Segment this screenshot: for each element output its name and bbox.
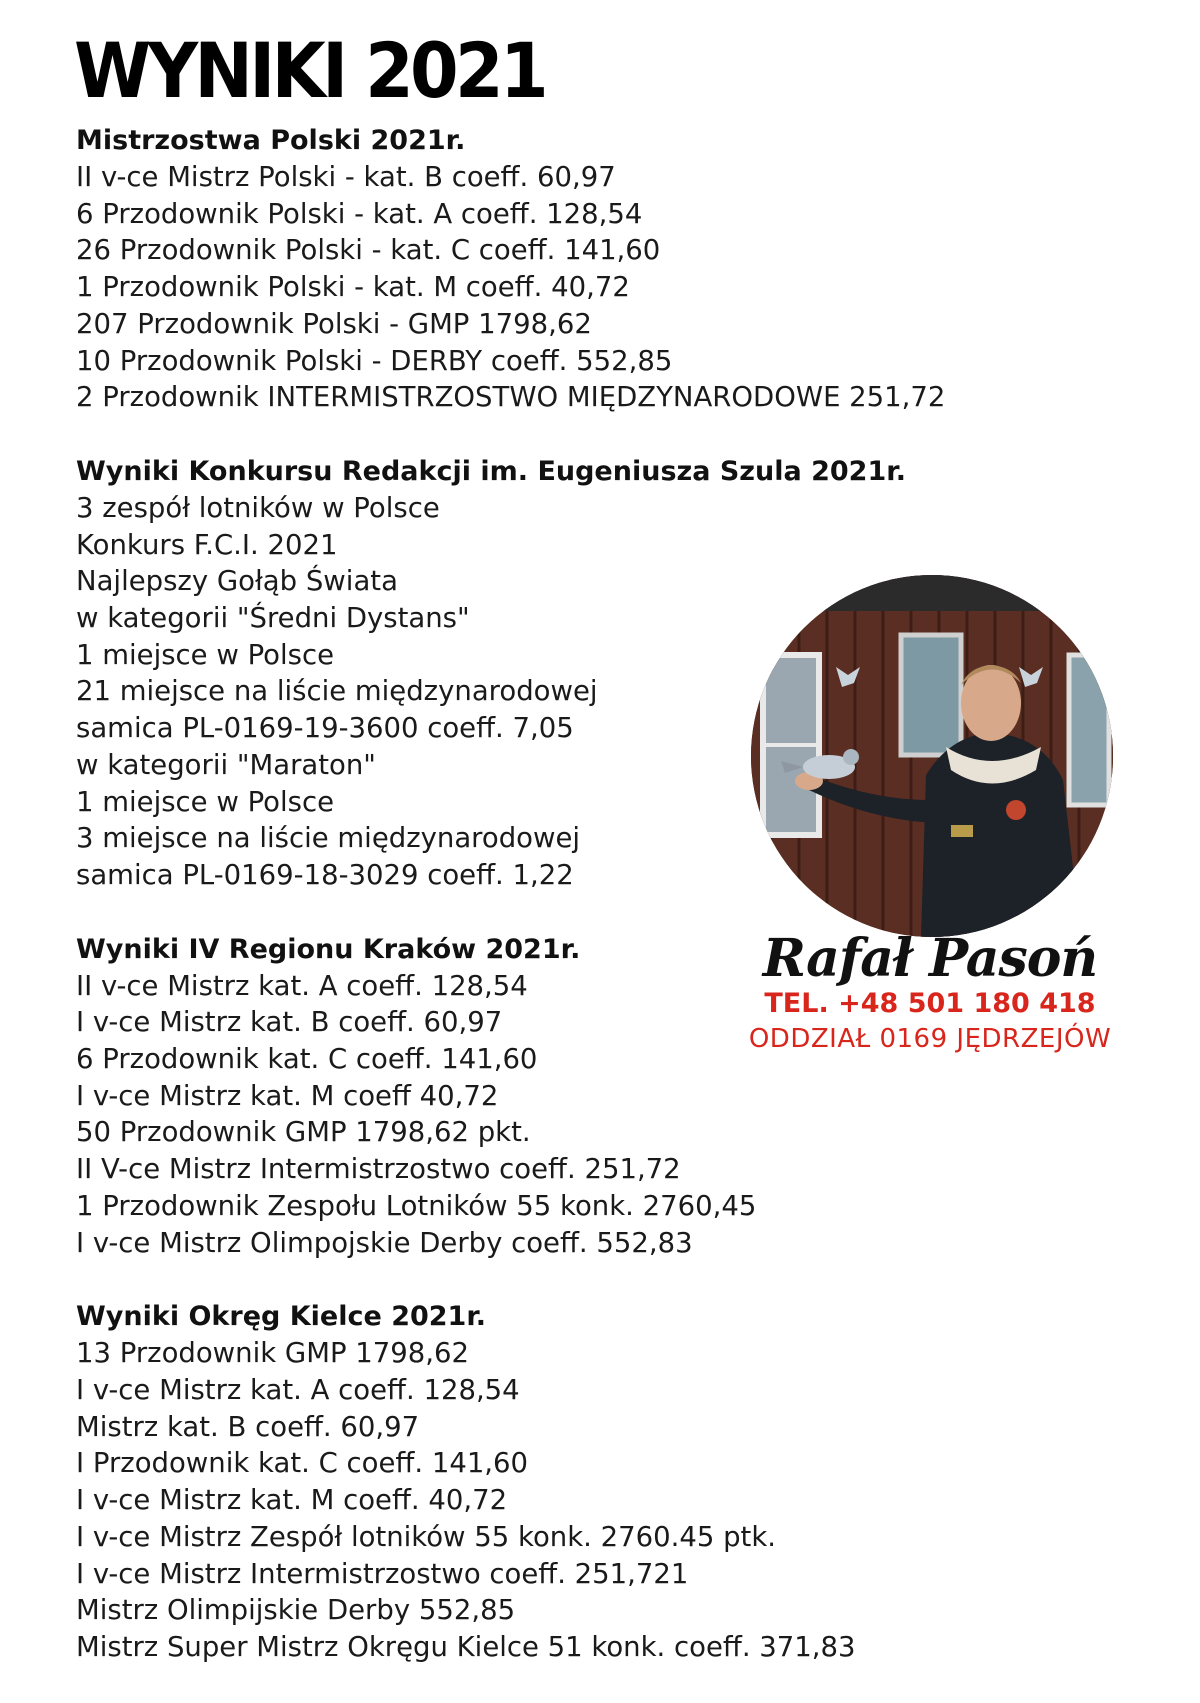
result-line: I Przodownik kat. C coeff. 141,60 xyxy=(76,1447,529,1480)
section-heading: Wyniki IV Regionu Kraków 2021r. xyxy=(76,933,581,965)
result-line: 207 Przodownik Polski - GMP 1798,62 xyxy=(76,307,592,340)
result-line: I v-ce Mistrz kat. M coeff. 40,72 xyxy=(76,1484,508,1517)
result-line: 10 Przodownik Polski - DERBY coeff. 552,85 xyxy=(76,344,673,377)
result-line: 2 Przodownik INTERMISTRZOSTWO MIĘDZYNARODOWE 251,72 xyxy=(76,381,946,414)
section-okreg-kielce xyxy=(76,1298,1076,1665)
department-label: ODDZIAŁ 0169 JĘDRZEJÓW xyxy=(748,1024,1112,1054)
result-line: 3 zespół lotników w Polsce xyxy=(76,491,440,524)
page-title: WYNIKI 2021 xyxy=(74,26,545,115)
result-line: II v-ce Mistrz kat. A coeff. 128,54 xyxy=(76,969,528,1002)
result-line: I v-ce Mistrz kat. M coeff 40,72 xyxy=(76,1079,499,1112)
result-line: Mistrz Super Mistrz Okręgu Kielce 51 konk. coeff. 371,83 xyxy=(76,1630,856,1663)
result-line: II v-ce Mistrz Polski - kat. B coeff. 60,97 xyxy=(76,161,616,193)
result-line: 26 Przodownik Polski - kat. C coeff. 141,60 xyxy=(76,234,661,267)
phone-number: TEL. +48 501 180 418 xyxy=(764,988,1096,1019)
result-line: 50 Przodownik GMP 1798,62 pkt. xyxy=(76,1116,531,1149)
result-line: II V-ce Mistrz Intermistrzostwo coeff. 251,72 xyxy=(76,1153,681,1186)
result-line: I v-ce Mistrz Zespół lotników 55 konk. 2760.45 ptk. xyxy=(76,1520,777,1553)
result-line: Mistrz Olimpijskie Derby 552,85 xyxy=(76,1594,516,1627)
result-line: 1 Przodownik Zespołu Lotników 55 konk. 2760,45 xyxy=(76,1189,757,1222)
result-line: 1 Przodownik Polski - kat. M coeff. 40,72 xyxy=(76,271,630,304)
section-mistrzostwa-polski xyxy=(76,122,1076,416)
result-line: 1 miejsce w Polsce xyxy=(76,785,335,818)
result-line: I v-ce Mistrz kat. B coeff. 60,97 xyxy=(76,1006,503,1039)
result-line: 6 Przodownik kat. C coeff. 141,60 xyxy=(76,1043,538,1076)
result-line: 6 Przodownik Polski - kat. A coeff. 128,54 xyxy=(76,197,643,230)
result-line: Mistrz kat. B coeff. 60,97 xyxy=(76,1410,420,1443)
result-line: Konkurs F.C.I. 2021 xyxy=(76,528,338,561)
section-heading: Wyniki Konkursu Redakcji im. Eugeniusza Szula 2021r. xyxy=(76,455,906,487)
result-line: Najlepszy Gołąb Świata xyxy=(76,565,398,598)
result-line: I v-ce Mistrz kat. A coeff. 128,54 xyxy=(76,1373,520,1406)
breeder-photo xyxy=(751,575,1113,937)
result-line: w kategorii "Średni Dystans" xyxy=(76,602,470,635)
result-line: 3 miejsce na liście międzynarodowej xyxy=(76,822,581,855)
result-line: 21 miejsce na liście międzynarodowej xyxy=(76,675,598,708)
breeder-name: Rafał Pasoń xyxy=(762,928,1098,989)
result-line: 13 Przodownik GMP 1798,62 xyxy=(76,1337,469,1370)
result-line: I v-ce Mistrz Olimpojskie Derby coeff. 552,83 xyxy=(76,1226,693,1259)
section-heading: Wyniki Okręg Kielce 2021r. xyxy=(76,1301,487,1333)
result-line: w kategorii "Maraton" xyxy=(76,748,376,781)
section-heading: Mistrzostwa Polski 2021r. xyxy=(76,125,466,156)
result-line: 1 miejsce w Polsce xyxy=(76,638,335,671)
result-line: samica PL-0169-18-3029 coeff. 1,22 xyxy=(76,858,574,891)
result-line: I v-ce Mistrz Intermistrzostwo coeff. 251,721 xyxy=(76,1557,689,1590)
result-line: samica PL-0169-19-3600 coeff. 7,05 xyxy=(76,712,574,745)
